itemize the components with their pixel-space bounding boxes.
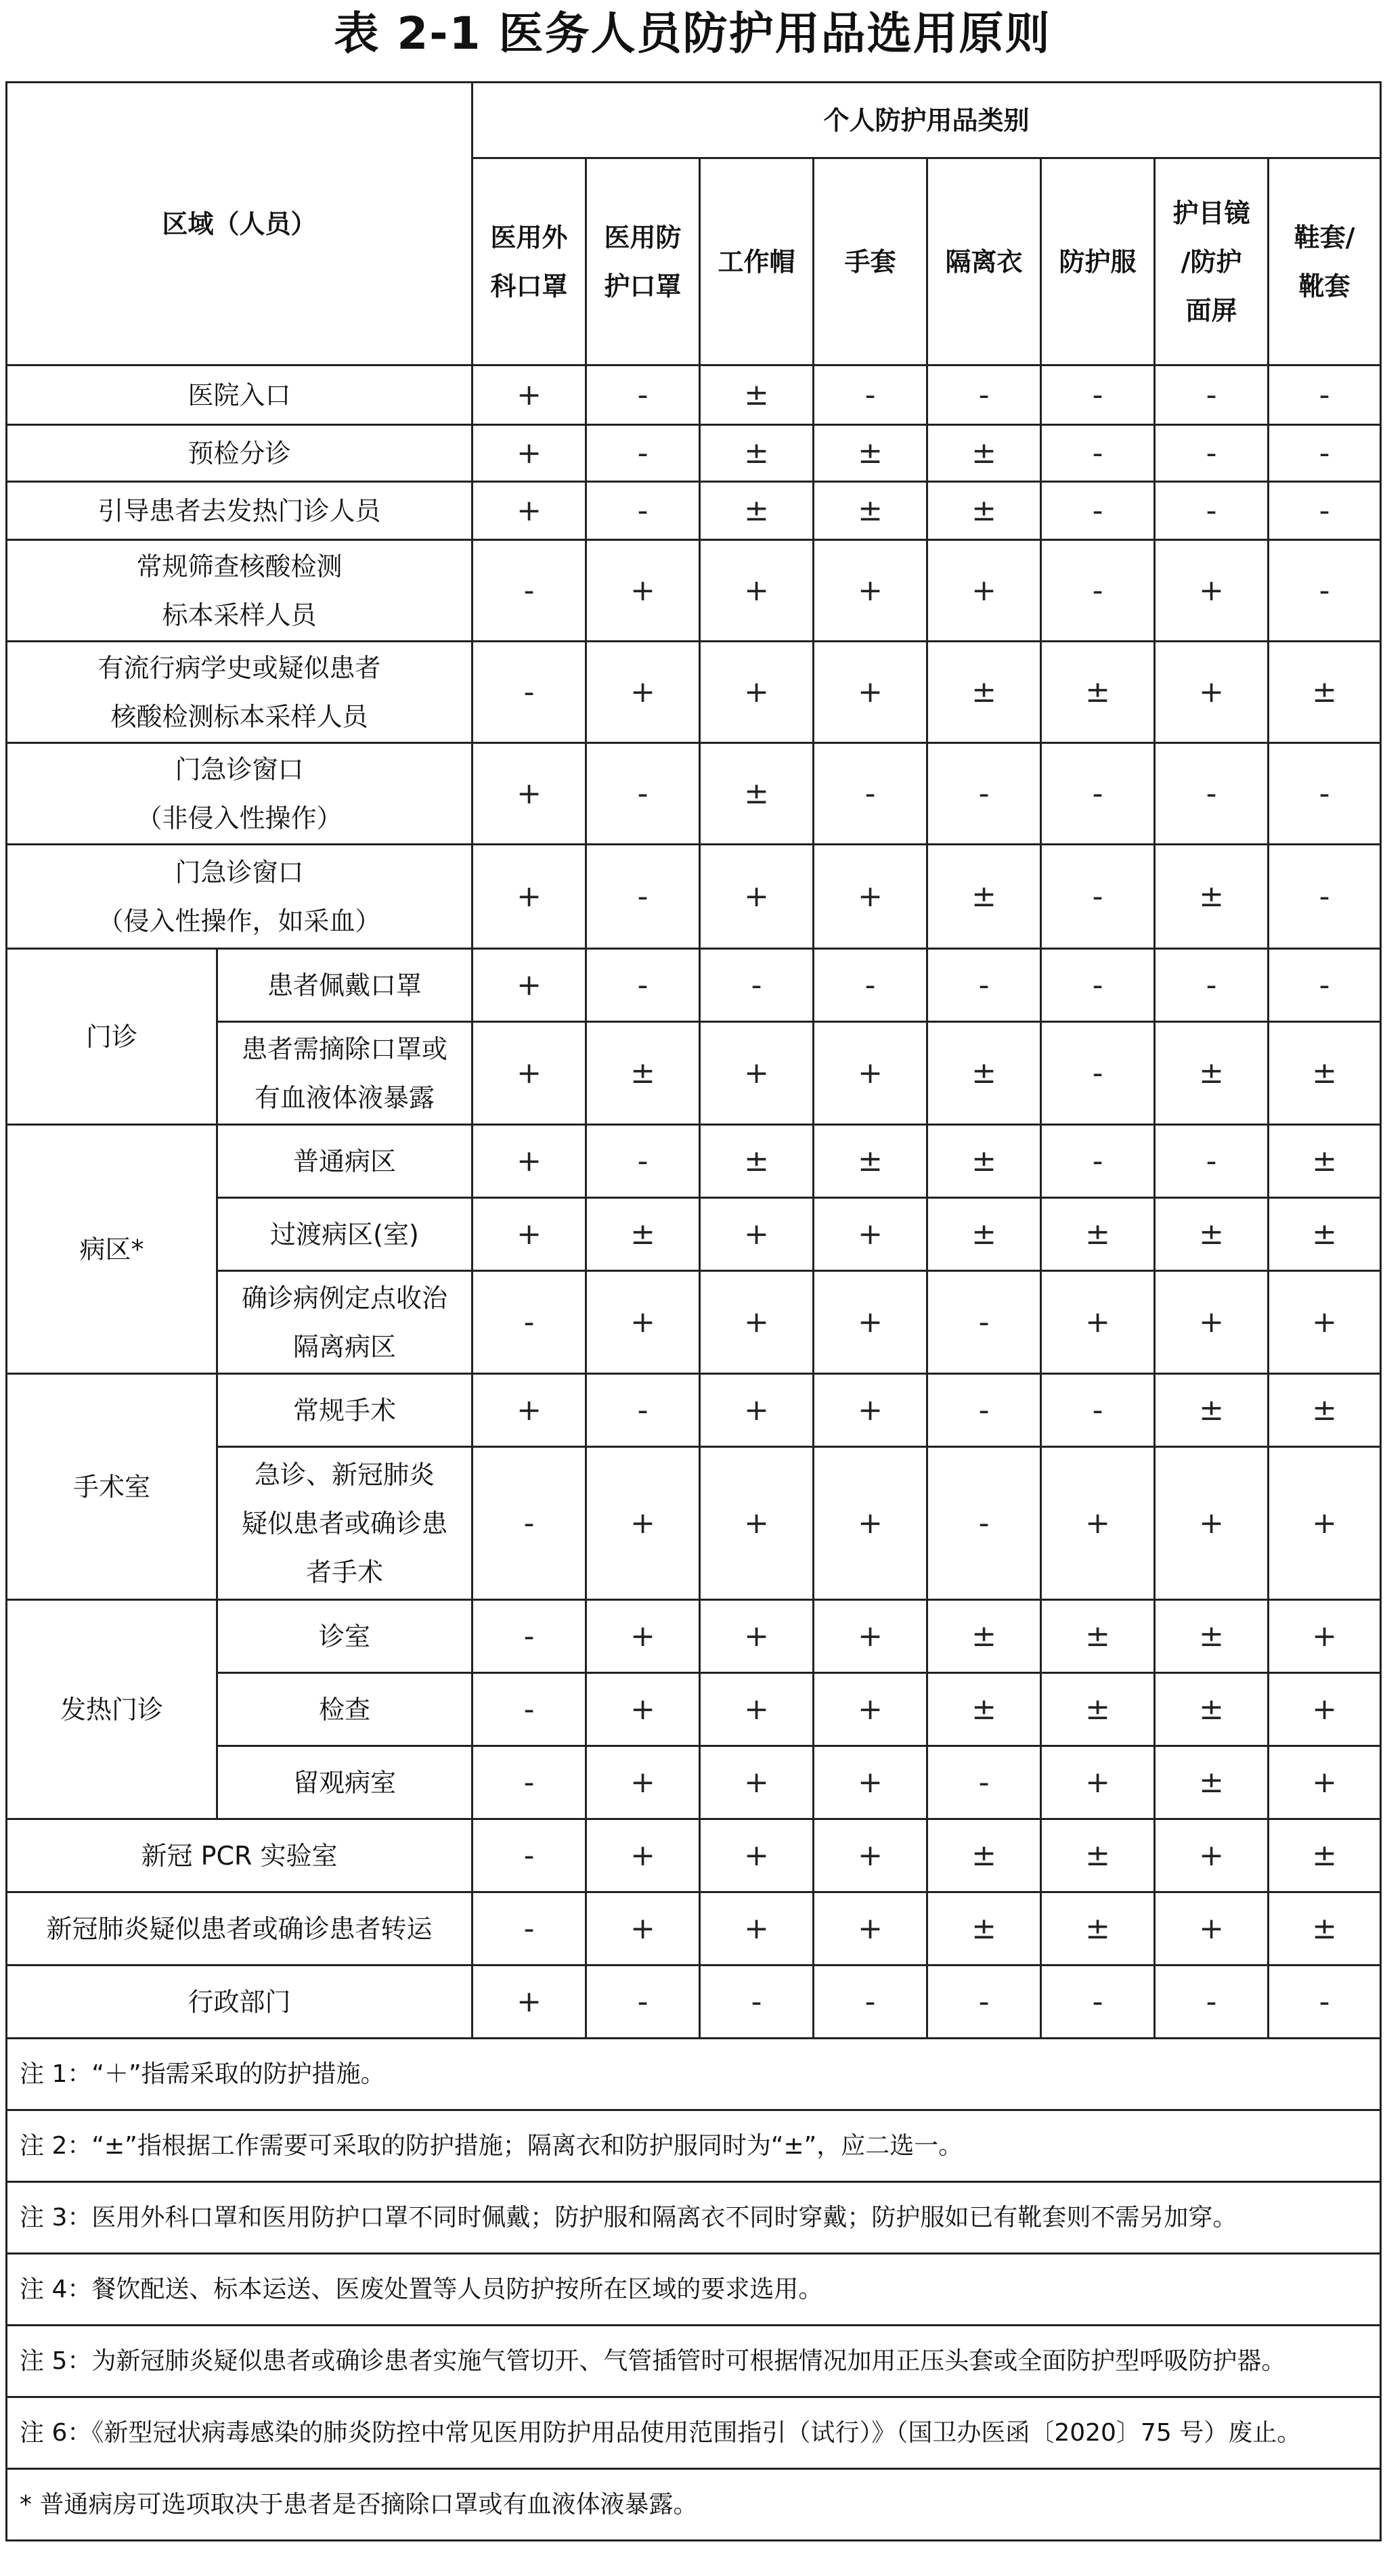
note-text: 注 3：医用外科口罩和医用防护口罩不同时佩戴；防护服和隔离衣不同时穿戴；防护服如已有靴套则不需另加穿。: [7, 2182, 1381, 2254]
sub-row-label: 急诊、新冠肺炎 疑似患者或确诊患 者手术: [217, 1447, 472, 1600]
symbol-cell: -: [1041, 1022, 1155, 1125]
symbol-cell: -: [1041, 949, 1155, 1022]
symbol-cell: +: [472, 1198, 586, 1271]
symbol-cell: -: [1041, 365, 1155, 425]
category-header: 个人防护用品类别: [472, 83, 1381, 158]
sub-row-label: 患者佩戴口罩: [217, 949, 472, 1022]
symbol-cell: ±: [1155, 1022, 1269, 1125]
symbol-cell: ±: [927, 1125, 1041, 1198]
symbol-cell: -: [472, 642, 586, 743]
symbol-cell: -: [1269, 1966, 1381, 2039]
symbol-cell: +: [472, 425, 586, 482]
table-row: [7, 425, 1381, 482]
symbol-cell: ±: [700, 1125, 814, 1198]
note-text: * 普通病房可选项取决于患者是否摘除口罩或有血液体液暴露。: [7, 2469, 1381, 2541]
table-row: [7, 1966, 1381, 2039]
symbol-cell: +: [700, 1022, 814, 1125]
symbol-cell: +: [1155, 1819, 1269, 1892]
symbol-cell: +: [814, 1198, 927, 1271]
area-header: 区域（人员）: [7, 83, 472, 365]
row-label: 引导患者去发热门诊人员: [7, 482, 472, 540]
symbol-cell: +: [472, 1125, 586, 1198]
symbol-cell: -: [586, 425, 700, 482]
symbol-cell: ±: [1269, 642, 1381, 743]
symbol-cell: +: [700, 1892, 814, 1966]
symbol-cell: ±: [927, 1892, 1041, 1966]
note-text: 注 2：“±”指根据工作需要可采取的防护措施；隔离衣和防护服同时为“±”，应二选一。: [7, 2110, 1381, 2182]
symbol-cell: -: [927, 1374, 1041, 1447]
symbol-cell: +: [814, 1892, 927, 1966]
table-row: [7, 365, 1381, 425]
symbol-cell: +: [700, 1198, 814, 1271]
symbol-cell: +: [586, 1600, 700, 1673]
group-label: 门诊: [7, 949, 217, 1125]
note-text: 注 1：“＋”指需采取的防护措施。: [7, 2039, 1381, 2110]
symbol-cell: -: [1155, 425, 1269, 482]
symbol-cell: ±: [1269, 1374, 1381, 1447]
symbol-cell: +: [700, 540, 814, 642]
symbol-cell: -: [586, 845, 700, 949]
sub-row-label: 诊室: [217, 1600, 472, 1673]
symbol-cell: +: [814, 1673, 927, 1746]
symbol-cell: +: [586, 540, 700, 642]
note-row: [7, 2110, 1381, 2182]
symbol-cell: -: [1041, 482, 1155, 540]
symbol-cell: ±: [1269, 1819, 1381, 1892]
symbol-cell: +: [814, 1600, 927, 1673]
symbol-cell: -: [472, 1271, 586, 1374]
column-header: 防护服: [1041, 158, 1155, 365]
symbol-cell: -: [814, 949, 927, 1022]
symbol-cell: ±: [814, 1125, 927, 1198]
ppe-table: [5, 81, 1382, 2541]
symbol-cell: -: [814, 743, 927, 845]
table-row: [7, 1819, 1381, 1892]
symbol-cell: -: [1041, 1966, 1155, 2039]
symbol-cell: -: [814, 1966, 927, 2039]
symbol-cell: +: [1041, 1271, 1155, 1374]
row-label: 行政部门: [7, 1966, 472, 2039]
symbol-cell: -: [472, 1600, 586, 1673]
symbol-cell: ±: [1041, 1600, 1155, 1673]
header-row: [7, 83, 1381, 158]
symbol-cell: ±: [927, 482, 1041, 540]
symbol-cell: -: [1155, 743, 1269, 845]
symbol-cell: ±: [814, 425, 927, 482]
symbol-cell: ±: [586, 1198, 700, 1271]
symbol-cell: +: [1155, 1892, 1269, 1966]
symbol-cell: +: [1269, 1600, 1381, 1673]
symbol-cell: +: [472, 845, 586, 949]
symbol-cell: -: [1155, 482, 1269, 540]
symbol-cell: ±: [1155, 1673, 1269, 1746]
symbol-cell: ±: [1155, 1600, 1269, 1673]
symbol-cell: +: [1155, 540, 1269, 642]
symbol-cell: +: [700, 1271, 814, 1374]
symbol-cell: ±: [1041, 1819, 1155, 1892]
symbol-cell: +: [1155, 642, 1269, 743]
symbol-cell: +: [700, 1447, 814, 1600]
column-header: 隔离衣: [927, 158, 1041, 365]
symbol-cell: ±: [927, 845, 1041, 949]
symbol-cell: +: [814, 642, 927, 743]
symbol-cell: +: [586, 1819, 700, 1892]
symbol-cell: ±: [1041, 1892, 1155, 1966]
symbol-cell: -: [1269, 845, 1381, 949]
symbol-cell: -: [586, 743, 700, 845]
symbol-cell: ±: [1155, 1374, 1269, 1447]
symbol-cell: +: [814, 540, 927, 642]
symbol-cell: -: [472, 1892, 586, 1966]
symbol-cell: -: [927, 365, 1041, 425]
table-row: [7, 482, 1381, 540]
symbol-cell: -: [586, 1966, 700, 2039]
symbol-cell: +: [814, 1022, 927, 1125]
symbol-cell: -: [1155, 1125, 1269, 1198]
group-label: 发热门诊: [7, 1600, 217, 1819]
column-header: 医用外 科口罩: [472, 158, 586, 365]
symbol-cell: -: [472, 1447, 586, 1600]
symbol-cell: ±: [1269, 1022, 1381, 1125]
symbol-cell: -: [814, 365, 927, 425]
note-row: [7, 2254, 1381, 2326]
symbol-cell: +: [472, 1966, 586, 2039]
note-row: [7, 2469, 1381, 2541]
symbol-cell: -: [927, 743, 1041, 845]
symbol-cell: ±: [1269, 1198, 1381, 1271]
symbol-cell: ±: [1155, 845, 1269, 949]
symbol-cell: ±: [927, 425, 1041, 482]
symbol-cell: ±: [1041, 1673, 1155, 1746]
symbol-cell: ±: [1155, 1198, 1269, 1271]
symbol-cell: +: [1269, 1447, 1381, 1600]
table-row: [7, 845, 1381, 949]
symbol-cell: +: [586, 1447, 700, 1600]
symbol-cell: -: [586, 1374, 700, 1447]
note-row: [7, 2326, 1381, 2397]
column-header: 工作帽: [700, 158, 814, 365]
symbol-cell: -: [472, 1673, 586, 1746]
column-header: 鞋套/ 靴套: [1269, 158, 1381, 365]
symbol-cell: ±: [1269, 1892, 1381, 1966]
symbol-cell: +: [814, 1447, 927, 1600]
symbol-cell: +: [1269, 1271, 1381, 1374]
symbol-cell: -: [1269, 365, 1381, 425]
symbol-cell: ±: [700, 482, 814, 540]
symbol-cell: -: [927, 949, 1041, 1022]
row-label: 新冠 PCR 实验室: [7, 1819, 472, 1892]
symbol-cell: -: [927, 1447, 1041, 1600]
symbol-cell: +: [472, 482, 586, 540]
symbol-cell: ±: [586, 1022, 700, 1125]
symbol-cell: -: [1041, 425, 1155, 482]
symbol-cell: +: [472, 1374, 586, 1447]
symbol-cell: -: [472, 1819, 586, 1892]
row-label: 新冠肺炎疑似患者或确诊患者转运: [7, 1892, 472, 1966]
symbol-cell: +: [1269, 1673, 1381, 1746]
table-row: [7, 1374, 1381, 1447]
symbol-cell: +: [586, 1746, 700, 1819]
symbol-cell: -: [1041, 1125, 1155, 1198]
symbol-cell: -: [1041, 540, 1155, 642]
symbol-cell: +: [814, 845, 927, 949]
note-row: [7, 2182, 1381, 2254]
row-label: 医院入口: [7, 365, 472, 425]
symbol-cell: +: [814, 1819, 927, 1892]
sub-row-label: 普通病区: [217, 1125, 472, 1198]
symbol-cell: -: [1155, 949, 1269, 1022]
symbol-cell: -: [586, 1125, 700, 1198]
symbol-cell: -: [586, 949, 700, 1022]
column-header: 护目镜 /防护 面屏: [1155, 158, 1269, 365]
symbol-cell: +: [472, 743, 586, 845]
symbol-cell: +: [586, 1892, 700, 1966]
symbol-cell: -: [700, 1966, 814, 2039]
row-label: 有流行病学史或疑似患者 核酸检测标本采样人员: [7, 642, 472, 743]
symbol-cell: ±: [1041, 1198, 1155, 1271]
column-header: 医用防 护口罩: [586, 158, 700, 365]
symbol-cell: +: [927, 540, 1041, 642]
symbol-cell: +: [1041, 1746, 1155, 1819]
symbol-cell: ±: [814, 482, 927, 540]
symbol-cell: +: [586, 642, 700, 743]
symbol-cell: ±: [1269, 1125, 1381, 1198]
symbol-cell: -: [472, 540, 586, 642]
note-row: [7, 2397, 1381, 2469]
symbol-cell: -: [1041, 845, 1155, 949]
symbol-cell: -: [1041, 1374, 1155, 1447]
symbol-cell: +: [700, 1374, 814, 1447]
table-row: [7, 642, 1381, 743]
symbol-cell: ±: [927, 642, 1041, 743]
group-label: 病区*: [7, 1125, 217, 1374]
symbol-cell: +: [586, 1673, 700, 1746]
symbol-cell: +: [700, 1746, 814, 1819]
symbol-cell: ±: [927, 1022, 1041, 1125]
note-row: [7, 2039, 1381, 2110]
symbol-cell: -: [472, 1746, 586, 1819]
symbol-cell: -: [1269, 949, 1381, 1022]
row-label: 门急诊窗口 （侵入性操作，如采血）: [7, 845, 472, 949]
note-text: 注 6：《新型冠状病毒感染的肺炎防控中常见医用防护用品使用范围指引（试行）》（国卫办医函〔2020〕75 号）废止。: [7, 2397, 1381, 2469]
symbol-cell: -: [1155, 365, 1269, 425]
table-row: [7, 1125, 1381, 1198]
note-text: 注 4：餐饮配送、标本运送、医废处置等人员防护按所在区域的要求选用。: [7, 2254, 1381, 2326]
symbol-cell: ±: [700, 365, 814, 425]
table-row: [7, 743, 1381, 845]
row-label: 常规筛查核酸检测 标本采样人员: [7, 540, 472, 642]
symbol-cell: -: [927, 1271, 1041, 1374]
symbol-cell: +: [700, 642, 814, 743]
symbol-cell: -: [1269, 540, 1381, 642]
symbol-cell: +: [1269, 1746, 1381, 1819]
symbol-cell: -: [586, 482, 700, 540]
symbol-cell: +: [700, 845, 814, 949]
symbol-cell: +: [586, 1271, 700, 1374]
sub-row-label: 常规手术: [217, 1374, 472, 1447]
symbol-cell: +: [1155, 1271, 1269, 1374]
symbol-cell: -: [927, 1746, 1041, 1819]
symbol-cell: -: [1269, 482, 1381, 540]
sub-row-label: 患者需摘除口罩或 有血液体液暴露: [217, 1022, 472, 1125]
symbol-cell: ±: [1155, 1746, 1269, 1819]
page-title: 表 2-1 医务人员防护用品选用原则: [334, 7, 1051, 60]
sub-row-label: 确诊病例定点收治 隔离病区: [217, 1271, 472, 1374]
symbol-cell: ±: [927, 1600, 1041, 1673]
column-header: 手套: [814, 158, 927, 365]
symbol-cell: +: [700, 1600, 814, 1673]
note-text: 注 5：为新冠肺炎疑似患者或确诊患者实施气管切开、气管插管时可根据情况加用正压头套或全面防护型呼吸防护器。: [7, 2326, 1381, 2397]
symbol-cell: ±: [927, 1673, 1041, 1746]
symbol-cell: +: [472, 949, 586, 1022]
sub-row-label: 过渡病区(室): [217, 1198, 472, 1271]
group-label: 手术室: [7, 1374, 217, 1600]
sub-row-label: 检查: [217, 1673, 472, 1746]
row-label: 预检分诊: [7, 425, 472, 482]
symbol-cell: -: [1041, 743, 1155, 845]
table-row: [7, 1892, 1381, 1966]
table-row: [7, 949, 1381, 1022]
symbol-cell: ±: [927, 1819, 1041, 1892]
symbol-cell: ±: [700, 743, 814, 845]
symbol-cell: +: [814, 1271, 927, 1374]
symbol-cell: -: [1269, 425, 1381, 482]
row-label: 门急诊窗口 （非侵入性操作）: [7, 743, 472, 845]
symbol-cell: +: [1041, 1447, 1155, 1600]
symbol-cell: -: [586, 365, 700, 425]
symbol-cell: -: [700, 949, 814, 1022]
sub-row-label: 留观病室: [217, 1746, 472, 1819]
symbol-cell: -: [1269, 743, 1381, 845]
symbol-cell: -: [927, 1966, 1041, 2039]
symbol-cell: +: [472, 1022, 586, 1125]
symbol-cell: +: [472, 365, 586, 425]
symbol-cell: ±: [700, 425, 814, 482]
symbol-cell: +: [700, 1819, 814, 1892]
table-row: [7, 1600, 1381, 1673]
symbol-cell: ±: [1041, 642, 1155, 743]
symbol-cell: ±: [927, 1198, 1041, 1271]
symbol-cell: +: [700, 1673, 814, 1746]
symbol-cell: -: [1155, 1966, 1269, 2039]
symbol-cell: +: [1155, 1447, 1269, 1600]
symbol-cell: +: [814, 1374, 927, 1447]
symbol-cell: +: [814, 1746, 927, 1819]
table-row: [7, 540, 1381, 642]
